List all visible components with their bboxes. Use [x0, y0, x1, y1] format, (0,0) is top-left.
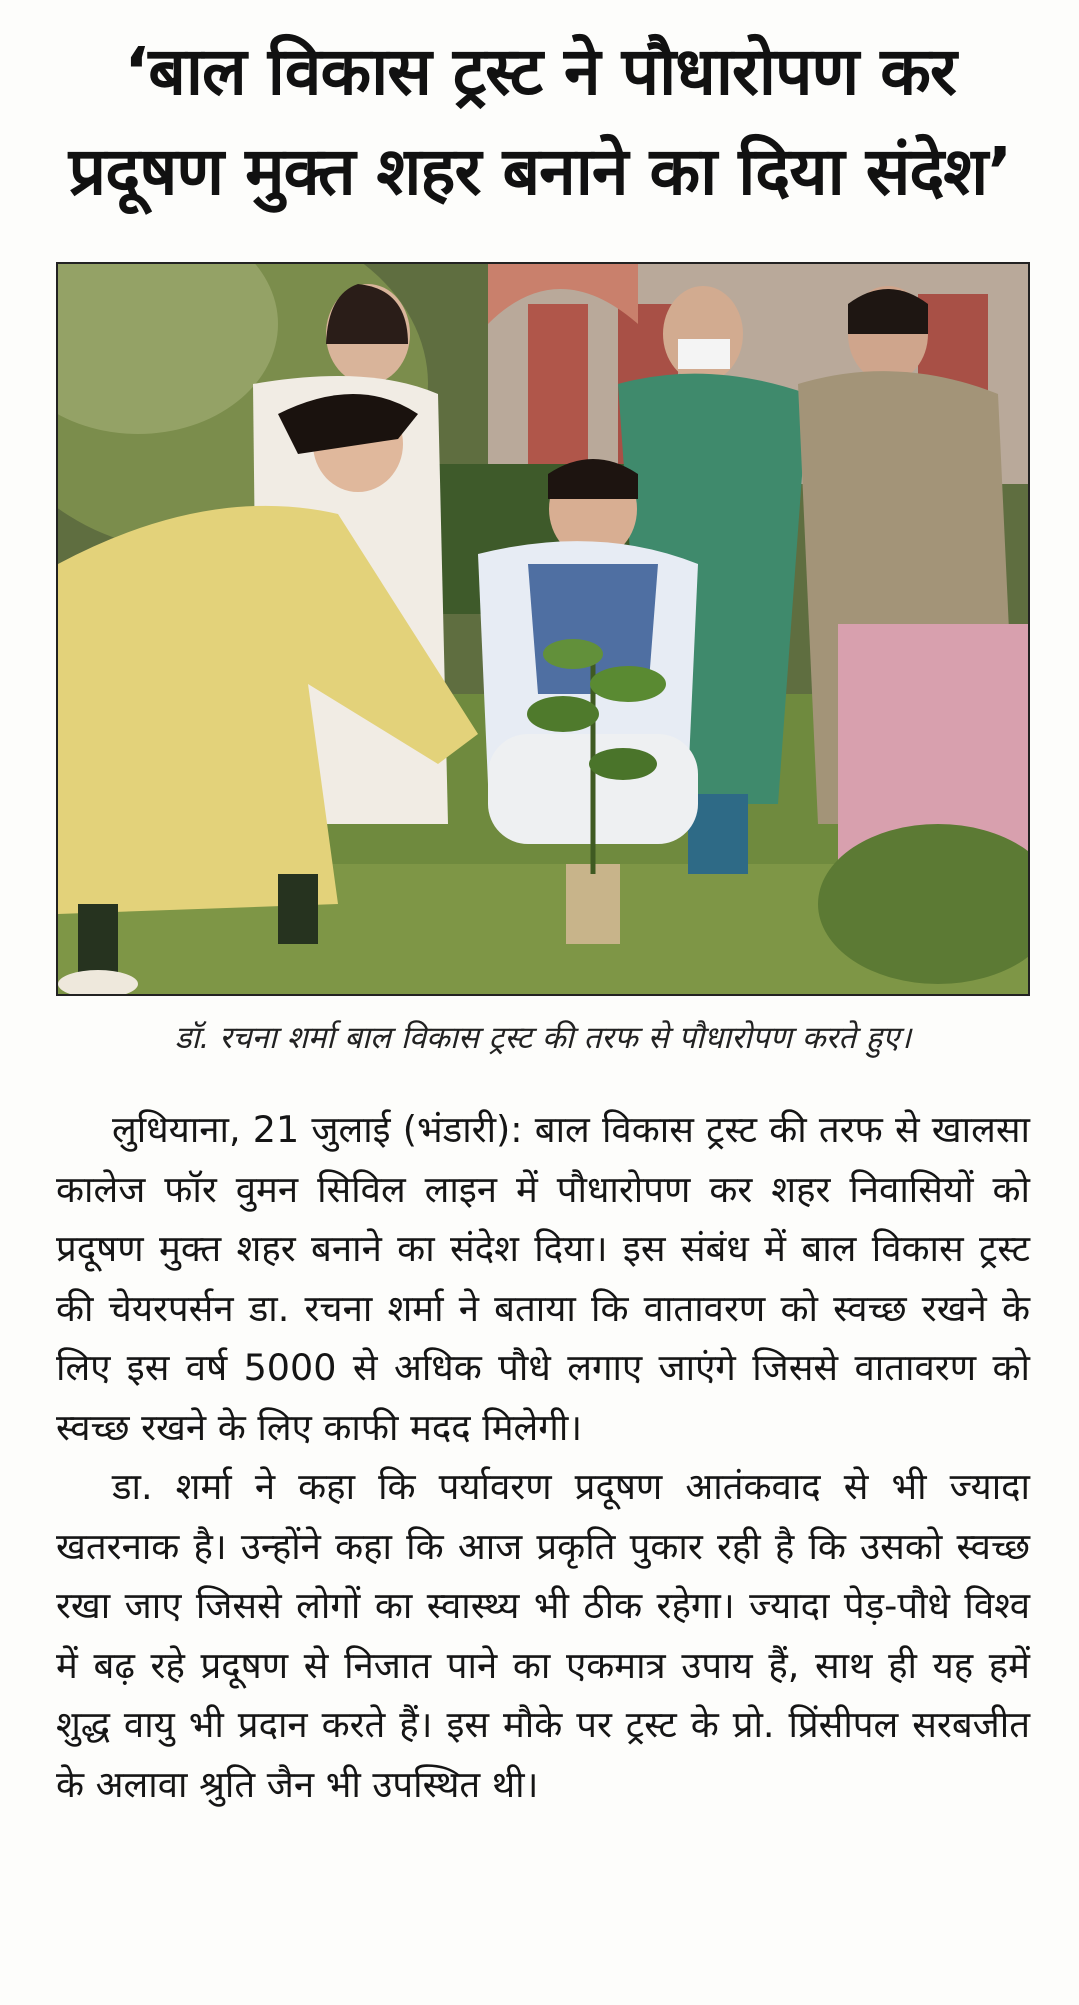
article-body	[56, 1100, 1030, 1814]
photo-caption: डॉ. रचना शर्मा बाल विकास ट्रस्ट की तरफ से पौधारोपण करते हुए।	[174, 1020, 912, 1056]
headline	[40, 22, 1040, 222]
paragraph-2: डा. शर्मा ने कहा कि पर्यावरण प्रदूषण आतंकवाद से भी ज्यादा खतरनाक है। उन्होंने कहा कि आज प्रकृति पुकार रही है कि उसको स्वच्छ रखा जाए जिससे लोगों का स्वास्थ्य भी ठीक रहेगा। ज्यादा पेड़-पौधे विश्व में बढ़ रहे प्रदूषण से निजात पाने का एकमात्र उपाय हैं, साथ ही यह हमें शुद्ध वायु भी प्रदान करते हैं। इस मौके पर ट्रस्ट के प्रो. प्रिंसीपल सरबजीत के अलावा श्रुति जैन भी उपस्थित थी।	[56, 1465, 1030, 1806]
photo-illustration	[58, 264, 1028, 994]
headline-line-1: ‘बाल विकास ट्रस्ट ने पौधारोपण कर	[124, 33, 956, 110]
paragraph-1: लुधियाना, 21 जुलाई (भंडारी): बाल विकास ट्रस्ट की तरफ से खालसा कालेज फॉर वुमन सिविल लाइन में पौधारोपण कर शहर निवासियों को प्रदूषण मुक्त शहर बनाने का संदेश दिया। इस संबंध में बाल विकास ट्रस्ट की चेयरपर्सन डा. रचना शर्मा ने बताया कि वातावरण को स्वच्छ रखने के लिए इस वर्ष 5000 से अधिक पौधे लगाए जाएंगे जिससे वातावरण को स्वच्छ रखने के लिए काफी मदद मिलेगी।	[56, 1108, 1030, 1449]
news-photo	[56, 262, 1030, 996]
headline-line-2: प्रदूषण मुक्त शहर बनाने का दिया संदेश’	[68, 133, 1012, 210]
